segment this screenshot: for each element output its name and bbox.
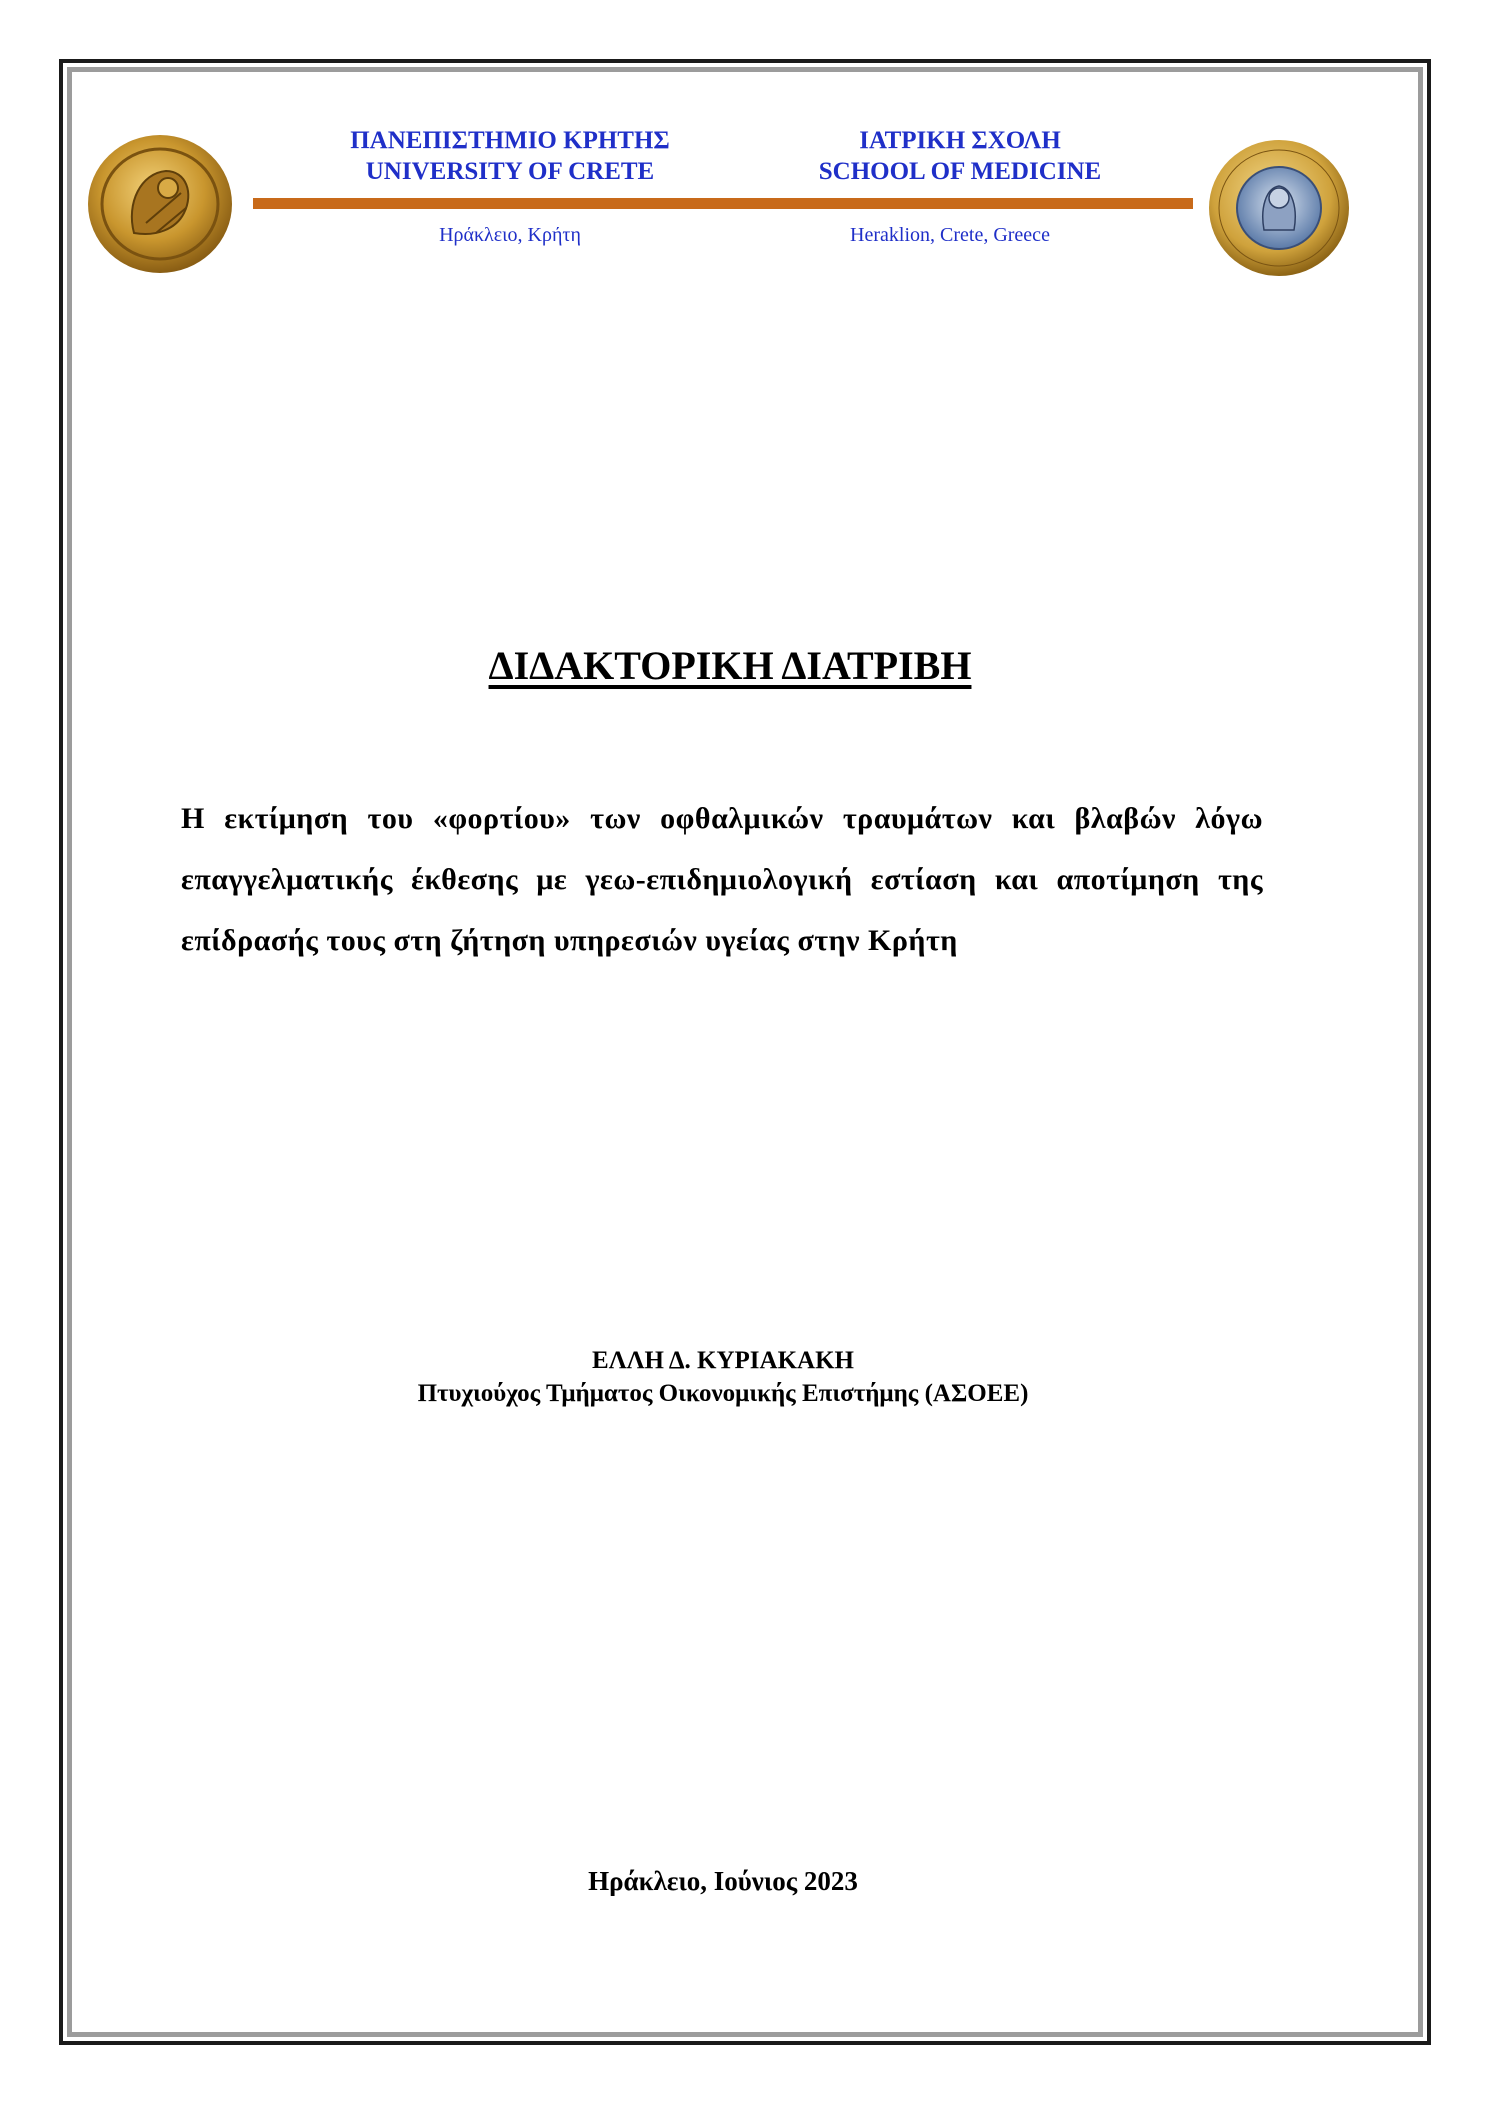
school-name — [770, 125, 1150, 187]
university-name — [300, 125, 720, 187]
university-seal-icon — [86, 133, 234, 275]
thesis-subtitle: Η εκτίμηση του «φορτίου» των οφθαλμικών τραυμάτων και βλαβών λόγω επαγγελματικής έκθεσης με γεω-επιδημιολογική εστίαση και αποτίμηση της επίδρασής τους στη ζήτηση υπηρεσιών υγείας στην Κρήτη — [181, 802, 1263, 957]
document-title: ΔΙΔΑΚΤΟΡΙΚΗ ΔΙΑΤΡΙΒΗ — [488, 643, 972, 688]
university-name-greek: ΠΑΝΕΠΙΣΤΗΜΙΟ ΚΡΗΤΗΣ — [350, 127, 670, 154]
author-name: ΕΛΛΗ Δ. ΚΥΡΙΑΚΑΚΗ — [592, 1347, 854, 1374]
author-block — [0, 1344, 1446, 1410]
school-name-english: SCHOOL OF MEDICINE — [818, 158, 1102, 185]
location-english: Heraklion, Crete, Greece — [850, 224, 1050, 246]
header-divider — [253, 198, 1193, 209]
author-degree: Πτυχιούχος Τμήματος Οικονομικής Επιστήμης (ΑΣΟΕΕ) — [417, 1380, 1029, 1407]
university-name-english: UNIVERSITY OF CRETE — [365, 158, 655, 185]
medical-school-seal-icon — [1208, 138, 1350, 278]
place-date: Ηράκλειο, Ιούνιος 2023 — [588, 1866, 858, 1896]
location-greek: Ηράκλειο, Κρήτη — [439, 224, 581, 246]
school-name-greek: ΙΑΤΡΙΚΗ ΣΧΟΛΗ — [859, 127, 1061, 154]
page-border-inner — [67, 67, 1423, 2037]
